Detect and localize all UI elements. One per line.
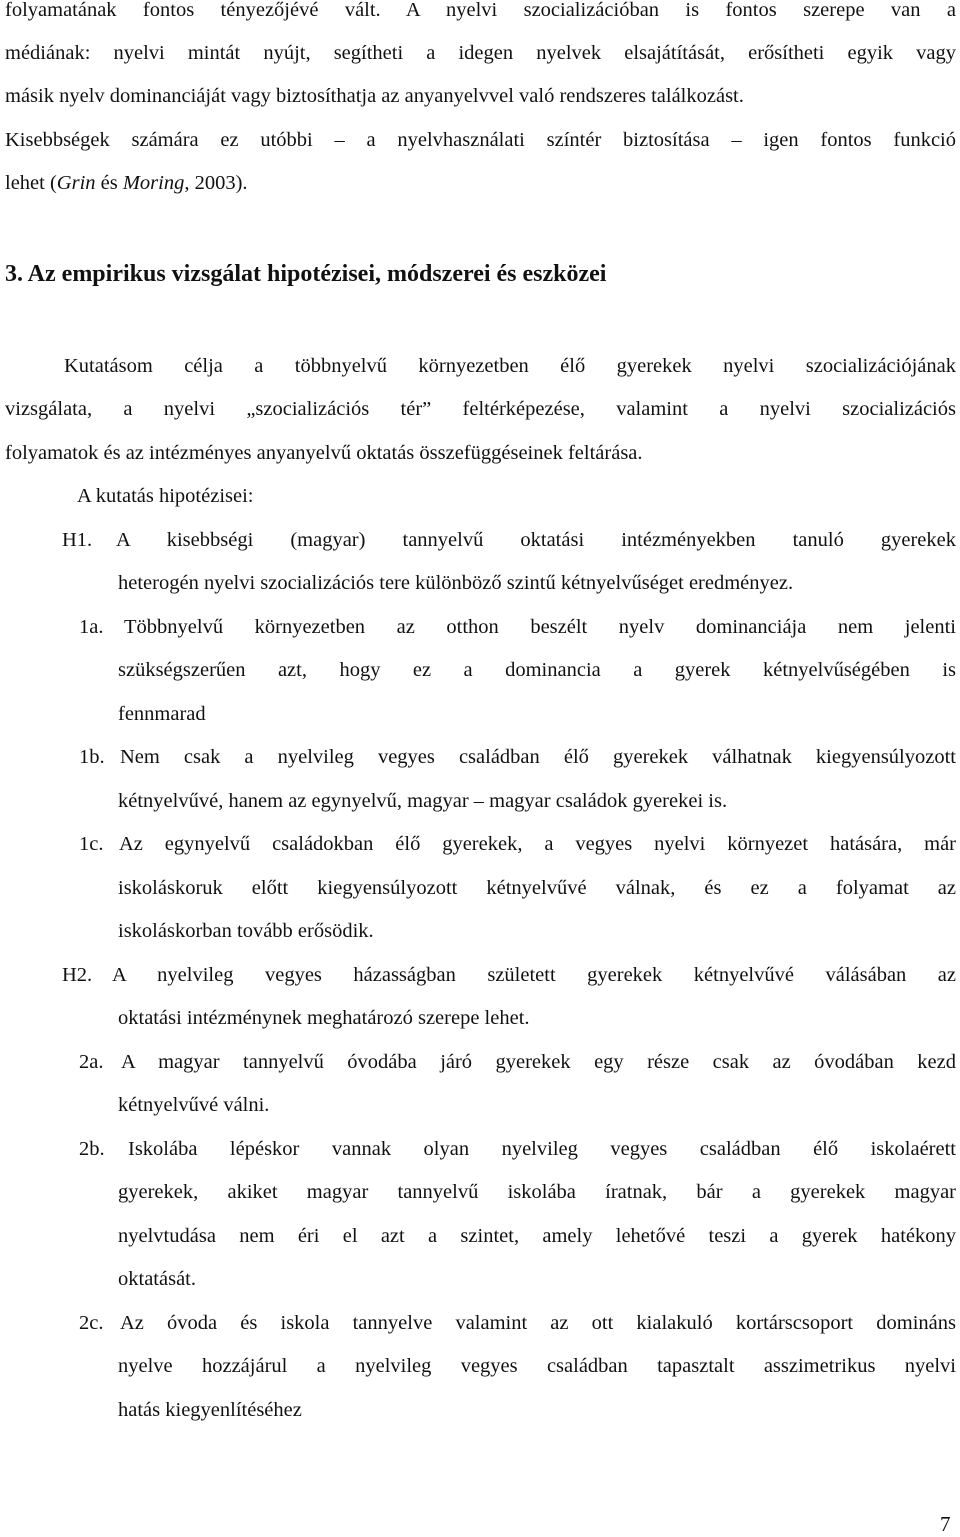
- hypothesis-label: 1a.: [79, 616, 104, 638]
- citation-author: Moring: [122, 172, 185, 194]
- page-number: 7: [940, 1512, 951, 1536]
- hypothesis-text-line: A kisebbségi (magyar) tannyelvű oktatási intézményekben tanuló gyerekek: [116, 529, 956, 551]
- section-heading: 3. Az empirikus vizsgálat hipotézisei, módszerei és eszközei: [5, 261, 607, 287]
- hypothesis-text-line: gyerekek, akiket magyar tannyelvű iskolába íratnak, bár a gyerekek magyar: [118, 1181, 956, 1203]
- citation-year: , 2003).: [184, 172, 248, 194]
- hypothesis-text-line: oktatását.: [118, 1268, 196, 1290]
- hypothesis-text-line: hatás kiegyenlítéséhez: [118, 1399, 302, 1421]
- hypothesis-text-line: heterogén nyelvi szocializációs tere különböző szintű kétnyelvűséget eredményez.: [118, 572, 794, 594]
- hypothesis-label: 2b.: [79, 1138, 105, 1160]
- hypothesis-text-line: Az egynyelvű családokban élő gyerekek, a vegyes nyelvi környezet hatására, már: [119, 833, 956, 855]
- hypotheses-intro: A kutatás hipotézisei:: [77, 485, 254, 507]
- hypothesis-text-line: kétnyelvűvé, hanem az egynyelvű, magyar – magyar családok gyerekei is.: [118, 790, 728, 812]
- hypothesis-text-line: iskoláskoruk előtt kiegyensúlyozott kétnyelvűvé válnak, és ez a folyamat az: [118, 877, 956, 899]
- hypothesis-text-line: kétnyelvűvé válni.: [118, 1094, 270, 1116]
- paragraph-line: Kisebbségek számára ez utóbbi – a nyelvhasználati színtér biztosítása – igen fontos funkció: [5, 129, 956, 151]
- hypothesis-text-line: Az óvoda és iskola tannyelve valamint az ott kialakuló kortárscsoport domináns: [120, 1312, 956, 1334]
- paragraph-line: folyamatának fontos tényezőjévé vált. A nyelvi szocializációban is fontos szerepe van a: [5, 0, 956, 21]
- hypothesis-text-line: A magyar tannyelvű óvodába járó gyerekek egy része csak az óvodában kezd: [121, 1051, 956, 1073]
- paragraph-line: Kutatásom célja a többnyelvű környezetben élő gyerekek nyelvi szocializációjának: [64, 355, 956, 377]
- citation-prefix: lehet (: [5, 172, 57, 194]
- paragraph-line: folyamatok és az intézményes anyanyelvű oktatás összefüggéseinek feltárása.: [5, 442, 643, 464]
- citation-conjunction: és: [95, 172, 123, 194]
- paragraph-line: másik nyelv dominanciáját vagy biztosíthatja az anyanyelvvel való rendszeres találkozást.: [5, 85, 744, 107]
- hypothesis-label: 2a.: [79, 1051, 104, 1073]
- hypothesis-text-line: fennmarad: [118, 703, 206, 725]
- hypothesis-text-line: szükségszerűen azt, hogy ez a dominancia a gyerek kétnyelvűségében is: [118, 659, 956, 681]
- hypothesis-text-line: Többnyelvű környezetben az otthon beszélt nyelv dominanciája nem jelenti: [124, 616, 956, 638]
- hypothesis-text-line: iskoláskorban tovább erősödik.: [118, 920, 374, 942]
- paragraph-line: médiának: nyelvi mintát nyújt, segítheti a idegen nyelvek elsajátítását, erősítheti egyik vagy: [5, 42, 956, 64]
- hypothesis-text-line: Iskolába lépéskor vannak olyan nyelvileg vegyes családban élő iskolaérett: [128, 1138, 956, 1160]
- paragraph-line: vizsgálata, a nyelvi „szocializációs tér” feltérképezése, valamint a nyelvi szocializációs: [5, 398, 956, 420]
- hypothesis-text-line: nyelve hozzájárul a nyelvileg vegyes családban tapasztalt asszimetrikus nyelvi: [118, 1355, 956, 1377]
- hypothesis-label: H2.: [62, 964, 93, 986]
- hypothesis-text-line: nyelvtudása nem éri el azt a szintet, amely lehetővé teszi a gyerek hatékony: [118, 1225, 956, 1247]
- hypothesis-text-line: Nem csak a nyelvileg vegyes családban élő gyerekek válhatnak kiegyensúlyozott: [120, 746, 956, 768]
- hypothesis-label: H1.: [62, 529, 93, 551]
- citation-line: [5, 171, 248, 195]
- hypothesis-label: 1c.: [79, 833, 104, 855]
- hypothesis-label: 2c.: [79, 1312, 104, 1334]
- hypothesis-text-line: A nyelvileg vegyes házasságban született gyerekek kétnyelvűvé válásában az: [112, 964, 956, 986]
- hypothesis-text-line: oktatási intézménynek meghatározó szerepe lehet.: [118, 1007, 530, 1029]
- citation-author: Grin: [56, 172, 96, 194]
- hypothesis-label: 1b.: [79, 746, 105, 768]
